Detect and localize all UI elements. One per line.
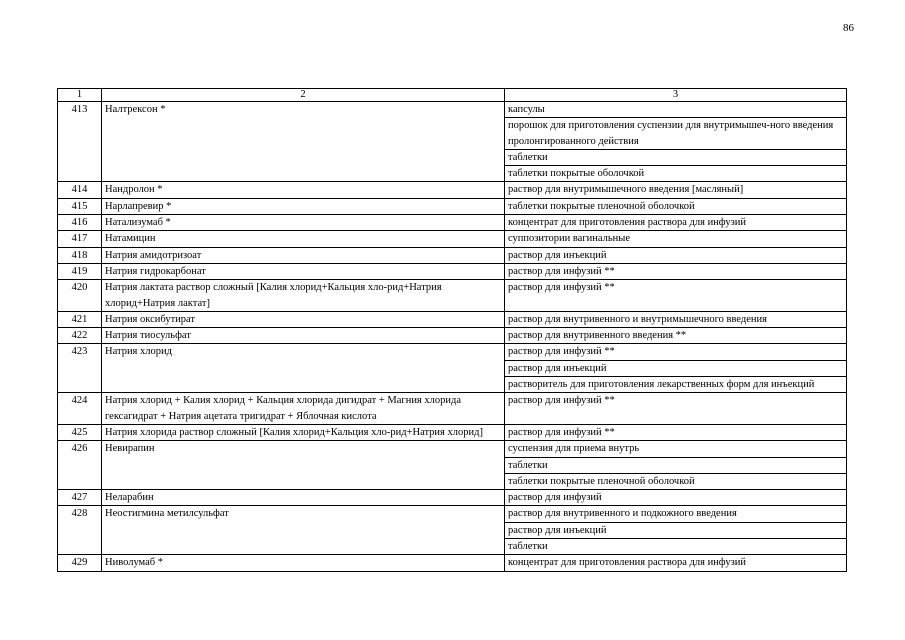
page-number: 86 [843, 22, 854, 34]
dosage-form-item: суппозитории вагинальные [508, 233, 630, 245]
table-row [58, 198, 847, 214]
row-number: 429 [58, 555, 102, 571]
row-number: 426 [58, 441, 102, 490]
drug-table [57, 88, 847, 572]
table-row [58, 311, 847, 327]
row-number: 419 [58, 263, 102, 279]
header-row [58, 89, 847, 102]
drug-name: Натрия хлорид + Калия хлорид + Кальция хлорида дигидрат + Магния хлорида гексагидрат + Натрия ацетата тригидрат + Яблочная кислота [102, 393, 505, 425]
dosage-form-item: капсулы [505, 102, 846, 118]
dosage-form-item: концентрат для приготовления раствора для инфузий [508, 557, 746, 569]
table-row [58, 102, 847, 182]
row-number: 413 [58, 102, 102, 182]
dosage-forms [505, 344, 847, 393]
dosage-forms [505, 198, 847, 214]
dosage-form-item: таблетки покрытые оболочкой [508, 168, 645, 180]
row-number: 425 [58, 424, 102, 440]
dosage-form-item: раствор для инъекций [505, 523, 846, 539]
row-number: 417 [58, 231, 102, 247]
table-row [58, 215, 847, 231]
drug-name: Неостигмина метилсульфат [102, 506, 505, 555]
dosage-form-item: растворитель для приготовления лекарственных форм для инъекций [508, 379, 815, 391]
dosage-forms [505, 102, 847, 182]
dosage-form-item: раствор для внутривенного и подкожного введения [505, 506, 846, 522]
table-row [58, 555, 847, 571]
dosage-form-item: раствор для инфузий ** [505, 344, 846, 360]
dosage-form-item: таблетки [508, 541, 548, 553]
dosage-form-item: раствор для внутривенного введения ** [508, 330, 687, 342]
drug-name: Нарлапревир * [102, 198, 505, 214]
row-number: 414 [58, 182, 102, 198]
row-number: 418 [58, 247, 102, 263]
dosage-form-item: суспензия для приема внутрь [505, 441, 846, 457]
dosage-forms [505, 328, 847, 344]
table-row [58, 247, 847, 263]
table-row [58, 263, 847, 279]
dosage-form-item: таблетки [505, 458, 846, 474]
table-row [58, 424, 847, 440]
table-row [58, 490, 847, 506]
dosage-forms [505, 280, 847, 312]
row-number: 416 [58, 215, 102, 231]
table-row [58, 344, 847, 393]
dosage-form-item: таблетки покрытые пленочной оболочкой [508, 200, 695, 212]
drug-name: Натамицин [102, 231, 505, 247]
dosage-forms [505, 247, 847, 263]
drug-name: Натрия оксибутират [102, 311, 505, 327]
drug-name: Невирапин [102, 441, 505, 490]
table-row [58, 182, 847, 198]
row-number: 421 [58, 311, 102, 327]
header-col-1: 1 [58, 89, 102, 102]
dosage-forms [505, 424, 847, 440]
table-row [58, 393, 847, 425]
row-number: 427 [58, 490, 102, 506]
dosage-form-item: раствор для инфузий ** [508, 426, 615, 438]
dosage-forms [505, 182, 847, 198]
row-number: 423 [58, 344, 102, 393]
table-row [58, 441, 847, 490]
drug-name: Натализумаб * [102, 215, 505, 231]
dosage-forms [505, 506, 847, 555]
header-col-2: 2 [102, 89, 505, 102]
table-row [58, 506, 847, 555]
dosage-forms [505, 490, 847, 506]
dosage-form-item: раствор для инфузий ** [508, 265, 615, 277]
dosage-forms [505, 215, 847, 231]
drug-name: Ниволумаб * [102, 555, 505, 571]
dosage-forms [505, 263, 847, 279]
drug-name: Натрия гидрокарбонат [102, 263, 505, 279]
drug-name: Натрия амидотризоат [102, 247, 505, 263]
table-body [58, 102, 847, 572]
drug-name: Натрия хлорид [102, 344, 505, 393]
dosage-form-item: раствор для внутривенного и внутримышечного введения [508, 313, 767, 325]
header-col-3: 3 [505, 89, 847, 102]
row-number: 422 [58, 328, 102, 344]
dosage-form-item: таблетки [505, 150, 846, 166]
row-number: 428 [58, 506, 102, 555]
dosage-form-item: раствор для инъекций [505, 361, 846, 377]
row-number: 420 [58, 280, 102, 312]
drug-name: Натрия хлорида раствор сложный [Калия хлорид+Кальция хло-рид+Натрия хлорид] [102, 424, 505, 440]
drug-name: Налтрексон * [102, 102, 505, 182]
dosage-form-item: раствор для внутримышечного введения [масляный] [508, 184, 744, 196]
drug-name: Неларабин [102, 490, 505, 506]
dosage-form-item: таблетки покрытые пленочной оболочкой [508, 475, 695, 487]
row-number: 415 [58, 198, 102, 214]
drug-name: Натрия тиосульфат [102, 328, 505, 344]
dosage-forms [505, 311, 847, 327]
dosage-form-item: раствор для инфузий ** [508, 395, 615, 407]
dosage-forms [505, 555, 847, 571]
dosage-forms [505, 441, 847, 490]
dosage-forms [505, 231, 847, 247]
table-row [58, 231, 847, 247]
dosage-form-item: порошок для приготовления суспензии для внутримышеч-ного введения пролонгированного действия [505, 118, 846, 150]
drug-name: Нандролон * [102, 182, 505, 198]
drug-name: Натрия лактата раствор сложный [Калия хлорид+Кальция хло-рид+Натрия хлорид+Натрия лактат] [102, 280, 505, 312]
dosage-form-item: концентрат для приготовления раствора для инфузий [508, 217, 746, 229]
dosage-form-item: раствор для инфузий [508, 492, 602, 504]
dosage-form-item: раствор для инфузий ** [508, 282, 615, 294]
table-row [58, 280, 847, 312]
row-number: 424 [58, 393, 102, 425]
table-row [58, 328, 847, 344]
dosage-form-item: раствор для инъекций [508, 249, 607, 261]
dosage-forms [505, 393, 847, 425]
